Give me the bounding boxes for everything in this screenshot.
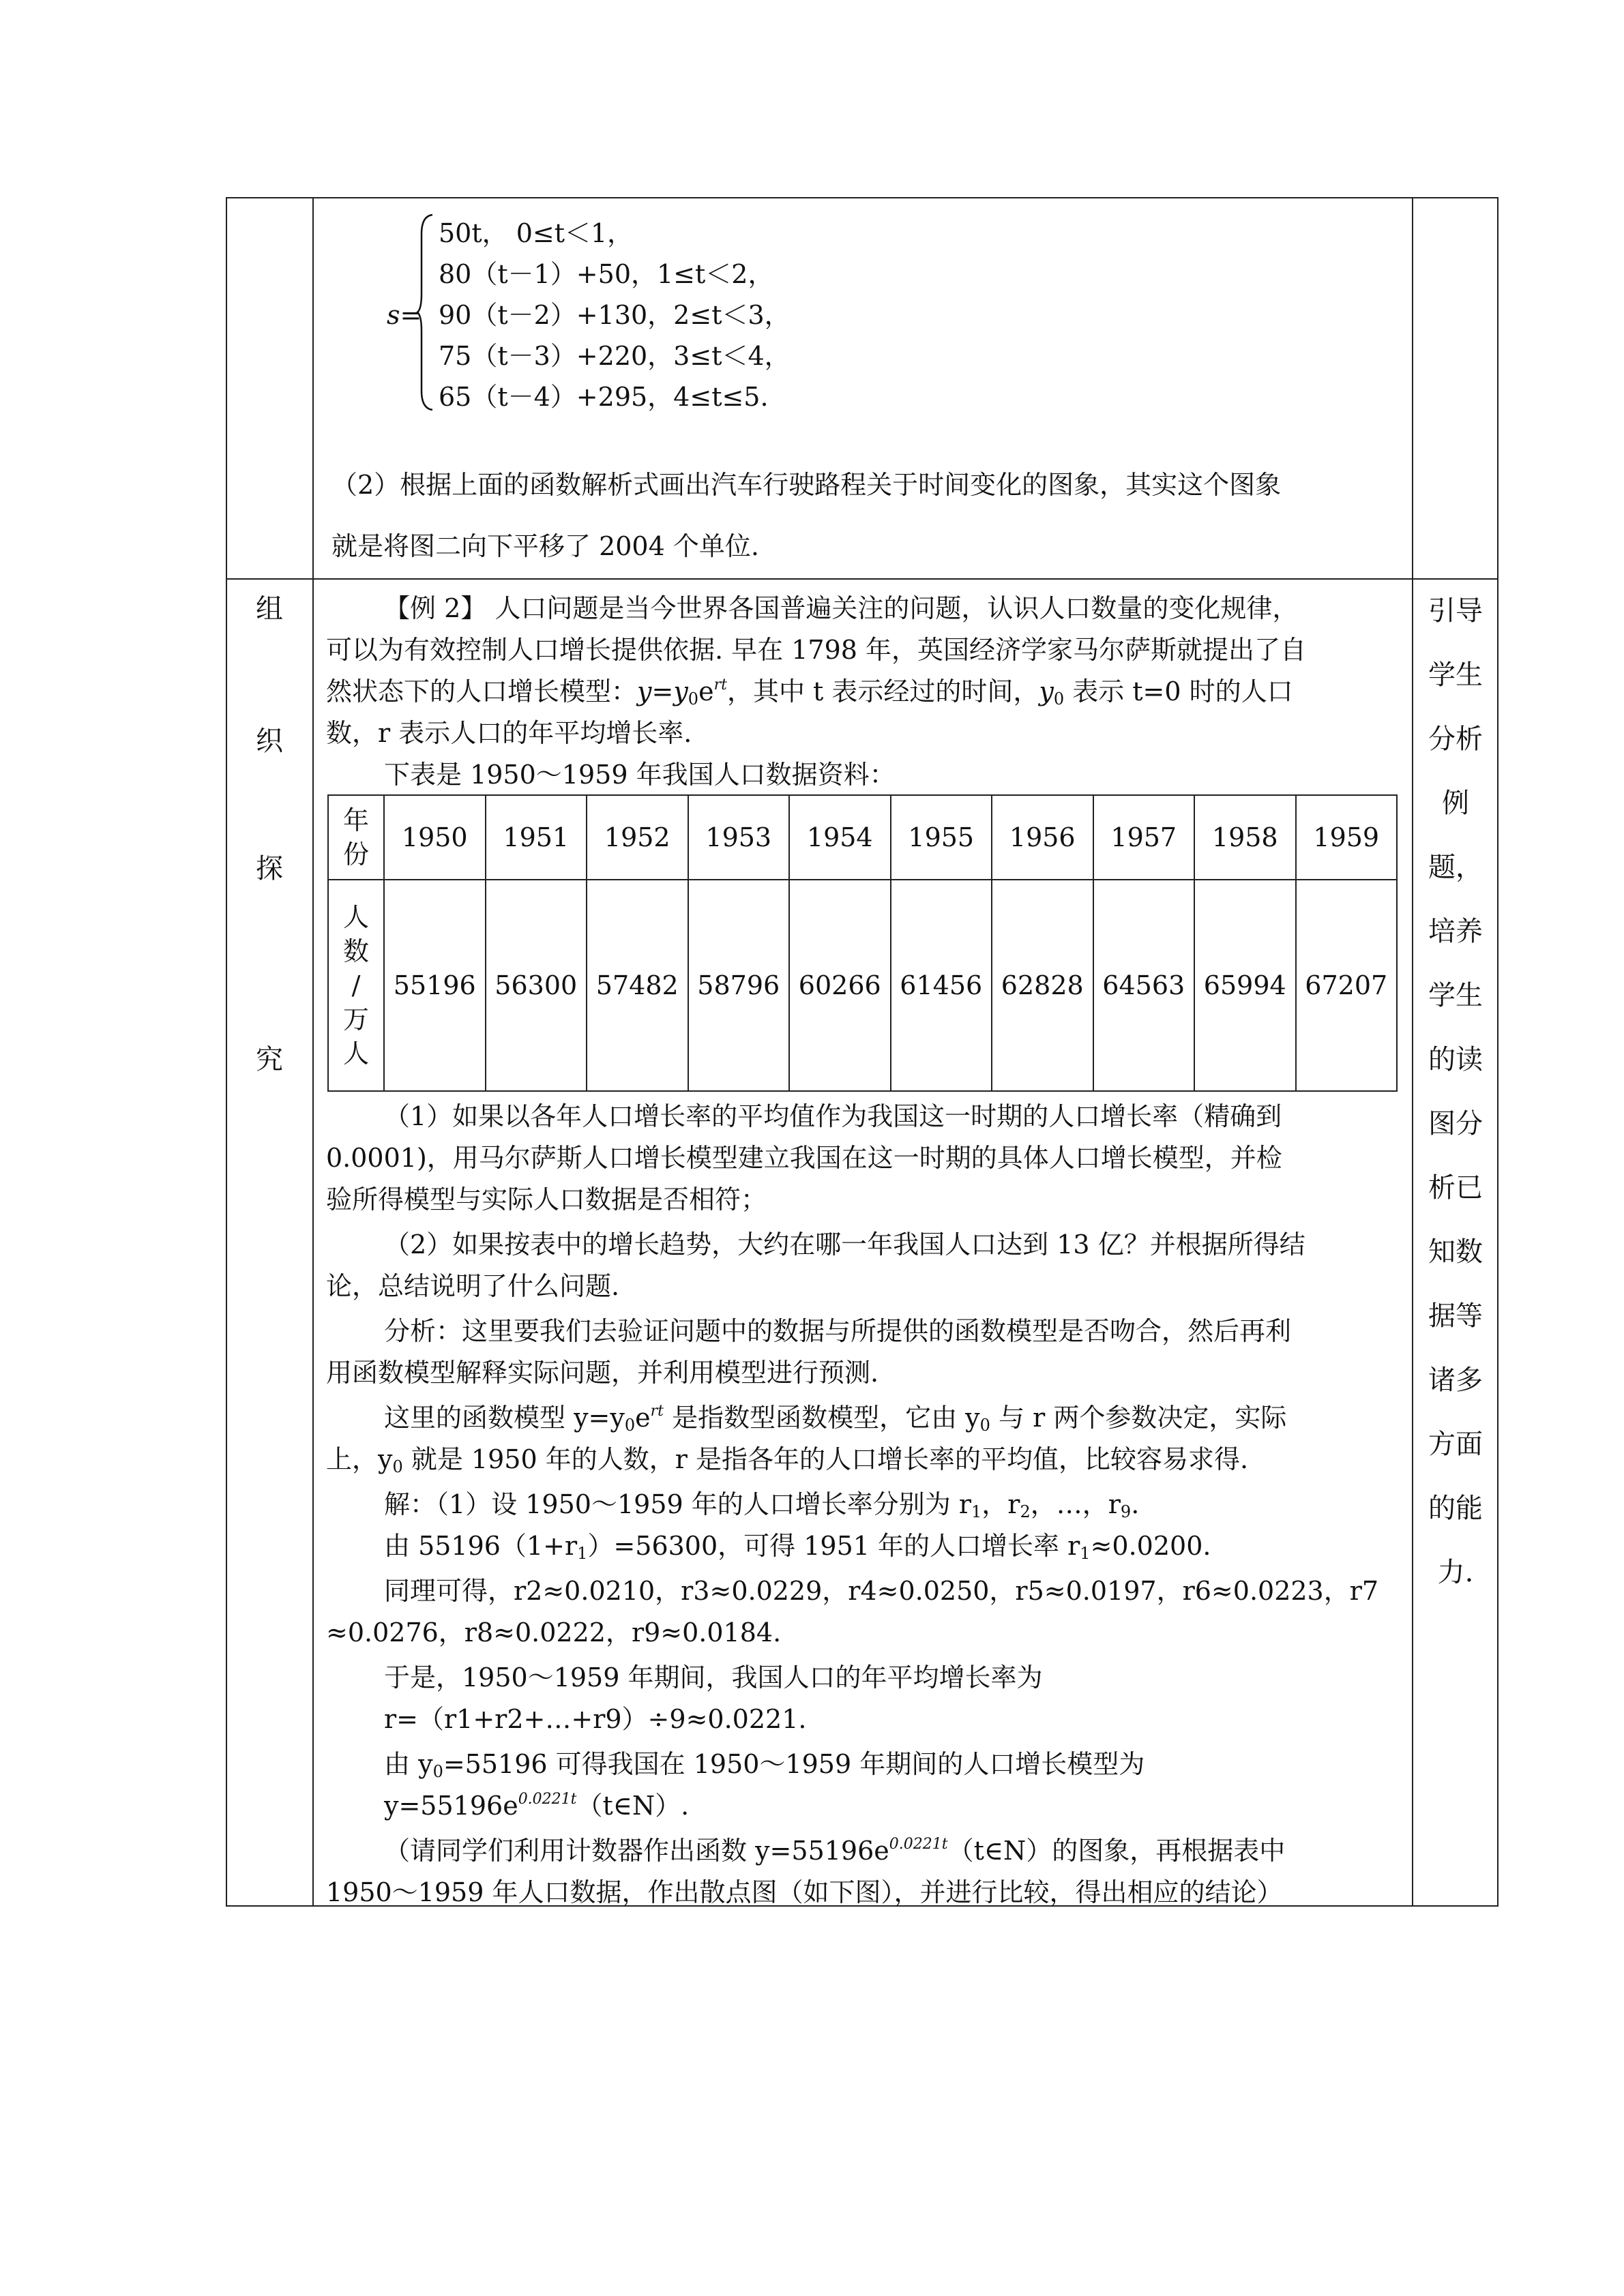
right-note: 力. xyxy=(1437,1557,1474,1588)
right-note: 题， xyxy=(1428,852,1483,883)
s-label: s= xyxy=(387,300,422,330)
piecewise-line: 90（t－2）+130，2≤t＜3， xyxy=(439,300,791,330)
paragraph: 【例 2】 人口问题是当今世界各国普遍关注的问题，认识人口数量的变化规律， xyxy=(384,593,1299,623)
right-column-notes xyxy=(1413,579,1498,1605)
table-cell: 1951 xyxy=(486,795,587,880)
paragraph: 用函数模型解释实际问题，并利用模型进行预测. xyxy=(326,1358,879,1388)
paragraph: 验所得模型与实际人口数据是否相符； xyxy=(326,1184,767,1214)
table-cell: 64563 xyxy=(1093,880,1195,1091)
paragraph: 这里的函数模型 $y=y_0e^{rt}$ 是指数型函数模型，它由 $y_0$ 与 r 两个参数决定，实际 xyxy=(384,1403,1287,1435)
right-note: 培养 xyxy=(1428,916,1483,947)
paragraph: 就是将图二向下平移了 2004 个单位. xyxy=(331,531,759,561)
table-cell: 55196 xyxy=(384,880,486,1091)
table-cell: 1950 xyxy=(384,795,486,880)
paragraph: 分析：这里要我们去验证问题中的数据与所提供的函数模型是否吻合，然后再利 xyxy=(384,1316,1292,1346)
table-cell: 56300 xyxy=(486,880,587,1091)
table-cell: 65994 xyxy=(1194,880,1296,1091)
paragraph: （1）如果以各年人口增长率的平均值作为我国这一时期的人口增长率（精确到 xyxy=(384,1101,1282,1131)
right-note: 引导 xyxy=(1428,595,1483,627)
piecewise-line: 75（t－3）+220，3≤t＜4， xyxy=(439,341,791,371)
right-note: 例 xyxy=(1442,788,1469,819)
year-header: 年 份 xyxy=(328,795,384,880)
paragraph: 可以为有效控制人口增长提供依据. 早在 1798 年，英国经济学家马尔萨斯就提出了自 xyxy=(326,635,1307,665)
table-cell: 1955 xyxy=(891,795,992,880)
paragraph: $y=55196e^{0.0221t}(t\in N)$. xyxy=(384,1791,690,1821)
paragraph: （请同学们利用计数器作出函数 $y=55196e^{0.0221t}(t\in N)$的图象，再根据表中 xyxy=(384,1836,1286,1866)
paragraph: r=（r1+r2+…+r9）÷9≈0.0221. xyxy=(384,1704,807,1734)
piecewise-line: 65（t－4）+295，4≤t≤5. xyxy=(439,382,769,412)
right-note: 诸多 xyxy=(1428,1365,1483,1396)
table-cell: 1958 xyxy=(1194,795,1296,880)
right-note: 方面 xyxy=(1428,1429,1483,1460)
table-cell: 67207 xyxy=(1296,880,1398,1091)
left-column-char: 究 xyxy=(256,1044,283,1075)
right-note: 析已 xyxy=(1428,1172,1483,1204)
population-header: 人 数 / 万 人 xyxy=(328,880,384,1091)
paragraph: 上，$y_0$ 就是 1950 年的人数，r 是指各年的人口增长率的平均值，比较容易求得. xyxy=(326,1444,1249,1476)
table-cell: 1959 xyxy=(1296,795,1398,880)
right-note: 据等 xyxy=(1428,1300,1483,1332)
table-cell: 1954 xyxy=(789,795,891,880)
left-column-char: 探 xyxy=(256,853,283,884)
population-table xyxy=(327,794,1398,1092)
right-note: 学生 xyxy=(1428,659,1483,691)
paragraph: 由 $y_0=55196$ 可得我国在 1950～1959 年期间的人口增长模型为 xyxy=(384,1749,1145,1781)
paragraph: 1950～1959 年人口数据，作出散点图（如下图），并进行比较，得出相应的结论） xyxy=(326,1877,1283,1907)
paragraph: 0.0001)，用马尔萨斯人口增长模型建立我国在这一时期的具体人口增长模型，并检 xyxy=(326,1143,1282,1173)
table-cell: 1956 xyxy=(992,795,1093,880)
piecewise-line: 80（t－1）+50，1≤t＜2， xyxy=(439,259,774,289)
column-divider xyxy=(312,197,314,1907)
paragraph: ≈0.0276，r8≈0.0222，r9≈0.0184. xyxy=(326,1617,782,1648)
lesson-table xyxy=(226,197,1498,1907)
paragraph: 论，总结说明了什么问题. xyxy=(326,1271,620,1301)
table-cell: 1952 xyxy=(587,795,688,880)
right-note: 知数 xyxy=(1428,1236,1483,1268)
paragraph: 解：（1）设 1950～1959 年的人口增长率分别为 $r_1$，$r_2$，…，$r_9$. xyxy=(384,1489,1140,1521)
left-column-char: 组 xyxy=(256,593,283,625)
table-cell: 57482 xyxy=(587,880,688,1091)
paragraph: （2）根据上面的函数解析式画出汽车行驶路程关于时间变化的图象，其实这个图象 xyxy=(331,470,1282,500)
table-cell: 60266 xyxy=(789,880,891,1091)
table-cell: 61456 xyxy=(891,880,992,1091)
right-note: 的读 xyxy=(1428,1044,1483,1075)
paragraph: 于是，1950～1959 年期间，我国人口的年平均增长率为 xyxy=(384,1663,1043,1693)
paragraph: （2）如果按表中的增长趋势，大约在哪一年我国人口达到 13 亿？并根据所得结 xyxy=(384,1229,1305,1259)
row-divider xyxy=(226,578,1498,580)
paragraph: 由 $55196(1+r_1)=56300$，可得 1951 年的人口增长率 $r_1\approx 0.0200$. xyxy=(384,1531,1211,1563)
right-note: 图分 xyxy=(1428,1108,1483,1139)
paragraph: 数，r 表示人口的年平均增长率. xyxy=(326,718,692,748)
table-cell: 62828 xyxy=(992,880,1093,1091)
paragraph: 下表是 1950～1959 年我国人口数据资料： xyxy=(384,760,896,790)
table-cell: 1953 xyxy=(688,795,790,880)
right-note: 分析 xyxy=(1428,724,1483,755)
right-note: 的能 xyxy=(1428,1493,1483,1524)
table-row xyxy=(328,795,1397,880)
table-cell: 1957 xyxy=(1093,795,1195,880)
table-cell: 58796 xyxy=(688,880,790,1091)
right-note: 学生 xyxy=(1428,980,1483,1011)
piecewise-line: 50t， 0≤t＜1， xyxy=(439,218,634,248)
paragraph: 同理可得，r2≈0.0210，r3≈0.0229，r4≈0.0250，r5≈0.0197，r6≈0.0223，r7 xyxy=(384,1576,1379,1606)
left-column-char: 织 xyxy=(256,726,283,757)
table-row xyxy=(328,880,1397,1091)
paragraph: 然状态下的人口增长模型：$y=y_0e^{rt}$，其中 t 表示经过的时间，$y_0$ 表示 t=0 时的人口 xyxy=(326,676,1293,709)
